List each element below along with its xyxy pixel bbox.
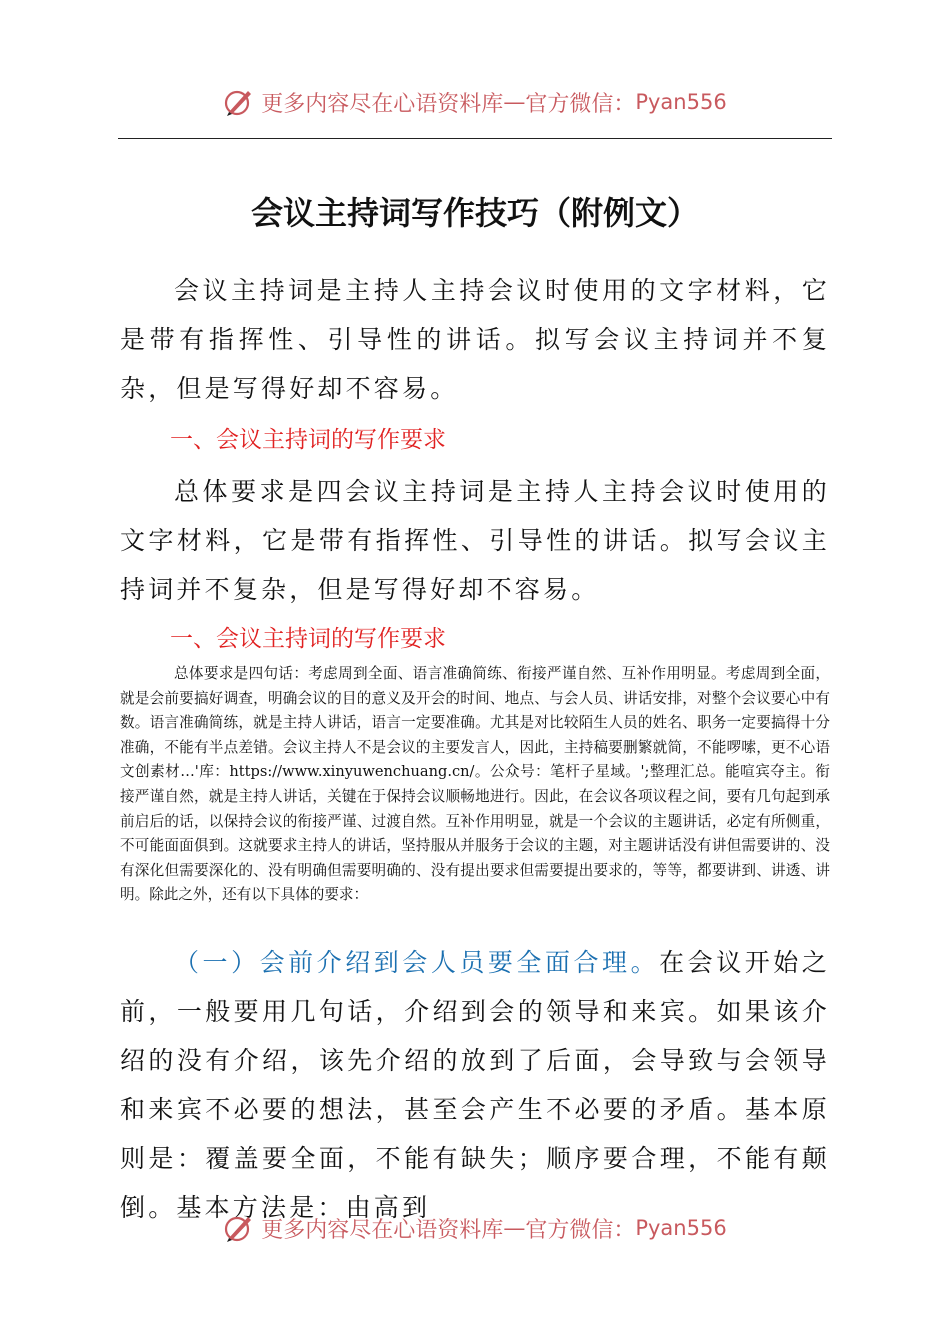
subheading-1: （一）会前介绍到会人员要全面合理。: [174, 948, 660, 977]
header-brand-text: 更多内容尽在心语资料库: [261, 91, 504, 117]
header-official-label: 官方微信：: [525, 91, 636, 117]
page-title: 会议主持词写作技巧（附例文）: [250, 194, 699, 232]
paragraph-3: [120, 938, 830, 1232]
page-footer: [0, 1208, 950, 1248]
pen-logo-icon: [223, 86, 255, 118]
header-divider: [118, 138, 832, 139]
section-heading-2: 一、会议主持词的写作要求: [170, 626, 446, 652]
footer-separator: —: [503, 1215, 526, 1241]
footer-official-label: 官方微信：: [525, 1217, 636, 1243]
pen-logo-icon: [223, 1212, 255, 1244]
intro-paragraph: 会议主持词是主持人主持会议时使用的文字材料，它是带有指挥性、引导性的讲话。拟写会议主持词并不复杂，但是写得好却不容易。: [120, 276, 830, 403]
header-wechat-id: Pyan556: [635, 90, 727, 114]
header-separator: —: [503, 89, 526, 115]
section-heading-1: 一、会议主持词的写作要求: [170, 427, 446, 453]
page-header: [0, 82, 950, 122]
paragraph-3-text: 在会议开始之前，一般要用几句话，介绍到会的领导和来宾。如果该介绍的没有介绍，该先介绍的放到了后面，会导致与会领导和来宾不必要的想法，甚至会产生不必要的矛盾。基本原则是：覆盖要全面，不能有缺失；顺序要合理，不能有颠倒。基本方法是：由高到: [120, 948, 831, 1222]
footer-brand-text: 更多内容尽在心语资料库: [261, 1217, 504, 1243]
footer-wechat-id: Pyan556: [635, 1216, 727, 1240]
paragraph-2: 总体要求是四会议主持词是主持人主持会议时使用的文字材料，它是带有指挥性、引导性的讲话。拟写会议主持词并不复杂，但是写得好却不容易。: [120, 477, 830, 604]
requirements-paragraph: 总体要求是四句话：考虑周到全面、语言准确简练、衔接严谨自然、互补作用明显。考虑周到全面，就是会前要搞好调查，明确会议的目的意义及开会的时间、地点、与会人员、讲话安排，对整个会议要心中有数。语言准确简练，就是主持人讲话，语言一定要准确。尤其是对比较陌生人员的姓名、职务一定要搞得十分准确，不能有半点差错。会议主持人不是会议的主要发言人，因此，主持稿要删繁就简，不能啰嗦，更不心语文创素材…'库：https://www.xinyuwenchuang.cn/。公众号：笔杆子星域。';整理汇总。能喧宾夺主。衔接严谨自然，就是主持人讲话，关键在于保持会议顺畅地进行。因此，在会议各项议程之间，要有几句起到承前启后的话，以保持会议的衔接严谨、过渡自然。互补作用明显，就是一个会议的主题讲话，必定有所侧重，不可能面面俱到。这就要求主持人的讲话，坚持服从并服务于会议的主题，对主题讲话没有讲但需要讲的、没有深化但需要深化的、没有明确但需要明确的、没有提出要求但需要提出要求的，等等，都要讲到、讲透、讲明。除此之外，还有以下具体的要求：: [120, 665, 830, 904]
